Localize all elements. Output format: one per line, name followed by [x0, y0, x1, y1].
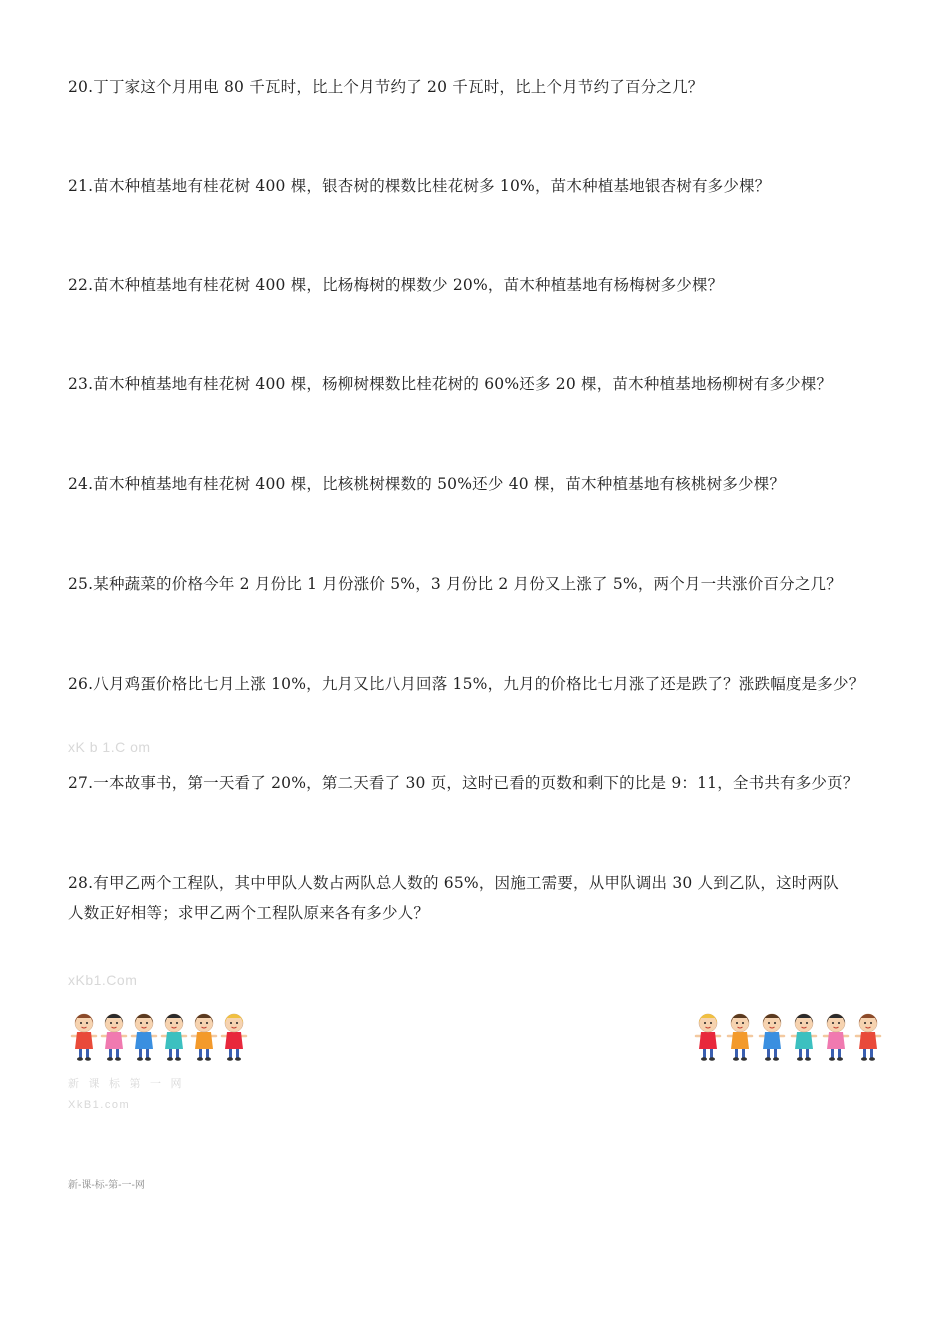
- child-figure: [856, 1014, 880, 1061]
- child-figure: [696, 1014, 720, 1061]
- child-figure: [222, 1014, 246, 1061]
- question-20: 20.丁丁家这个月用电 80 千瓦时，比上个月节约了 20 千瓦时，比上个月节约了百分之几？: [68, 78, 704, 96]
- question-24: 24.苗木种植基地有桂花树 400 棵，比核桃树棵数的 50%还少 40 棵，苗木种植基地有核桃树多少棵？: [68, 475, 786, 493]
- footer-text: 新-课-标-第-一-网: [68, 1180, 145, 1191]
- children-illustration-left: [70, 1010, 250, 1064]
- watermark-xkb1-2: xKb1.Com: [68, 972, 138, 988]
- watermark-xkb1-1: xK b 1.C om: [68, 739, 151, 755]
- child-figure: [192, 1014, 216, 1061]
- question-25: 25.某种蔬菜的价格今年 2 月份比 1 月份涨价 5%，3 月份比 2 月份又上涨了 5%，两个月一共涨价百分之几？: [68, 575, 842, 593]
- question-27: 27.一本故事书，第一天看了 20%，第二天看了 30 页，这时已看的页数和剩下的比是 9：11，全书共有多少页？: [68, 774, 859, 792]
- child-figure: [760, 1014, 784, 1061]
- watermark-xinkebiao: 新 课 标 第 一 网: [68, 1077, 185, 1090]
- child-figure: [162, 1014, 186, 1061]
- child-figure: [132, 1014, 156, 1061]
- question-26: 26.八月鸡蛋价格比七月上涨 10%，九月又比八月回落 15%，九月的价格比七月涨了还是跌了？涨跌幅度是多少？: [68, 675, 865, 693]
- question-22: 22.苗木种植基地有桂花树 400 棵，比杨梅树的棵数少 20%，苗木种植基地有杨梅树多少棵？: [68, 276, 724, 294]
- question-21: 21.苗木种植基地有桂花树 400 棵，银杏树的棵数比桂花树多 10%，苗木种植基地银杏树有多少棵？: [68, 177, 771, 195]
- child-figure: [72, 1014, 96, 1061]
- child-figure: [824, 1014, 848, 1061]
- child-figure: [102, 1014, 126, 1061]
- child-figure: [728, 1014, 752, 1061]
- question-28: 28.有甲乙两个工程队，其中甲队人数占两队总人数的 65%，因施工需要，从甲队调出 30 人到乙队，这时两队 人数正好相等；求甲乙两个工程队原来各有多少人？: [68, 874, 839, 922]
- watermark-xkb1-3: XkB1.com: [68, 1099, 131, 1111]
- question-23: 23.苗木种植基地有桂花树 400 棵，杨柳树棵数比桂花树的 60%还多 20 棵，苗木种植基地杨柳树有多少棵？: [68, 375, 833, 393]
- child-figure: [792, 1014, 816, 1061]
- children-illustration-right: [694, 1010, 884, 1064]
